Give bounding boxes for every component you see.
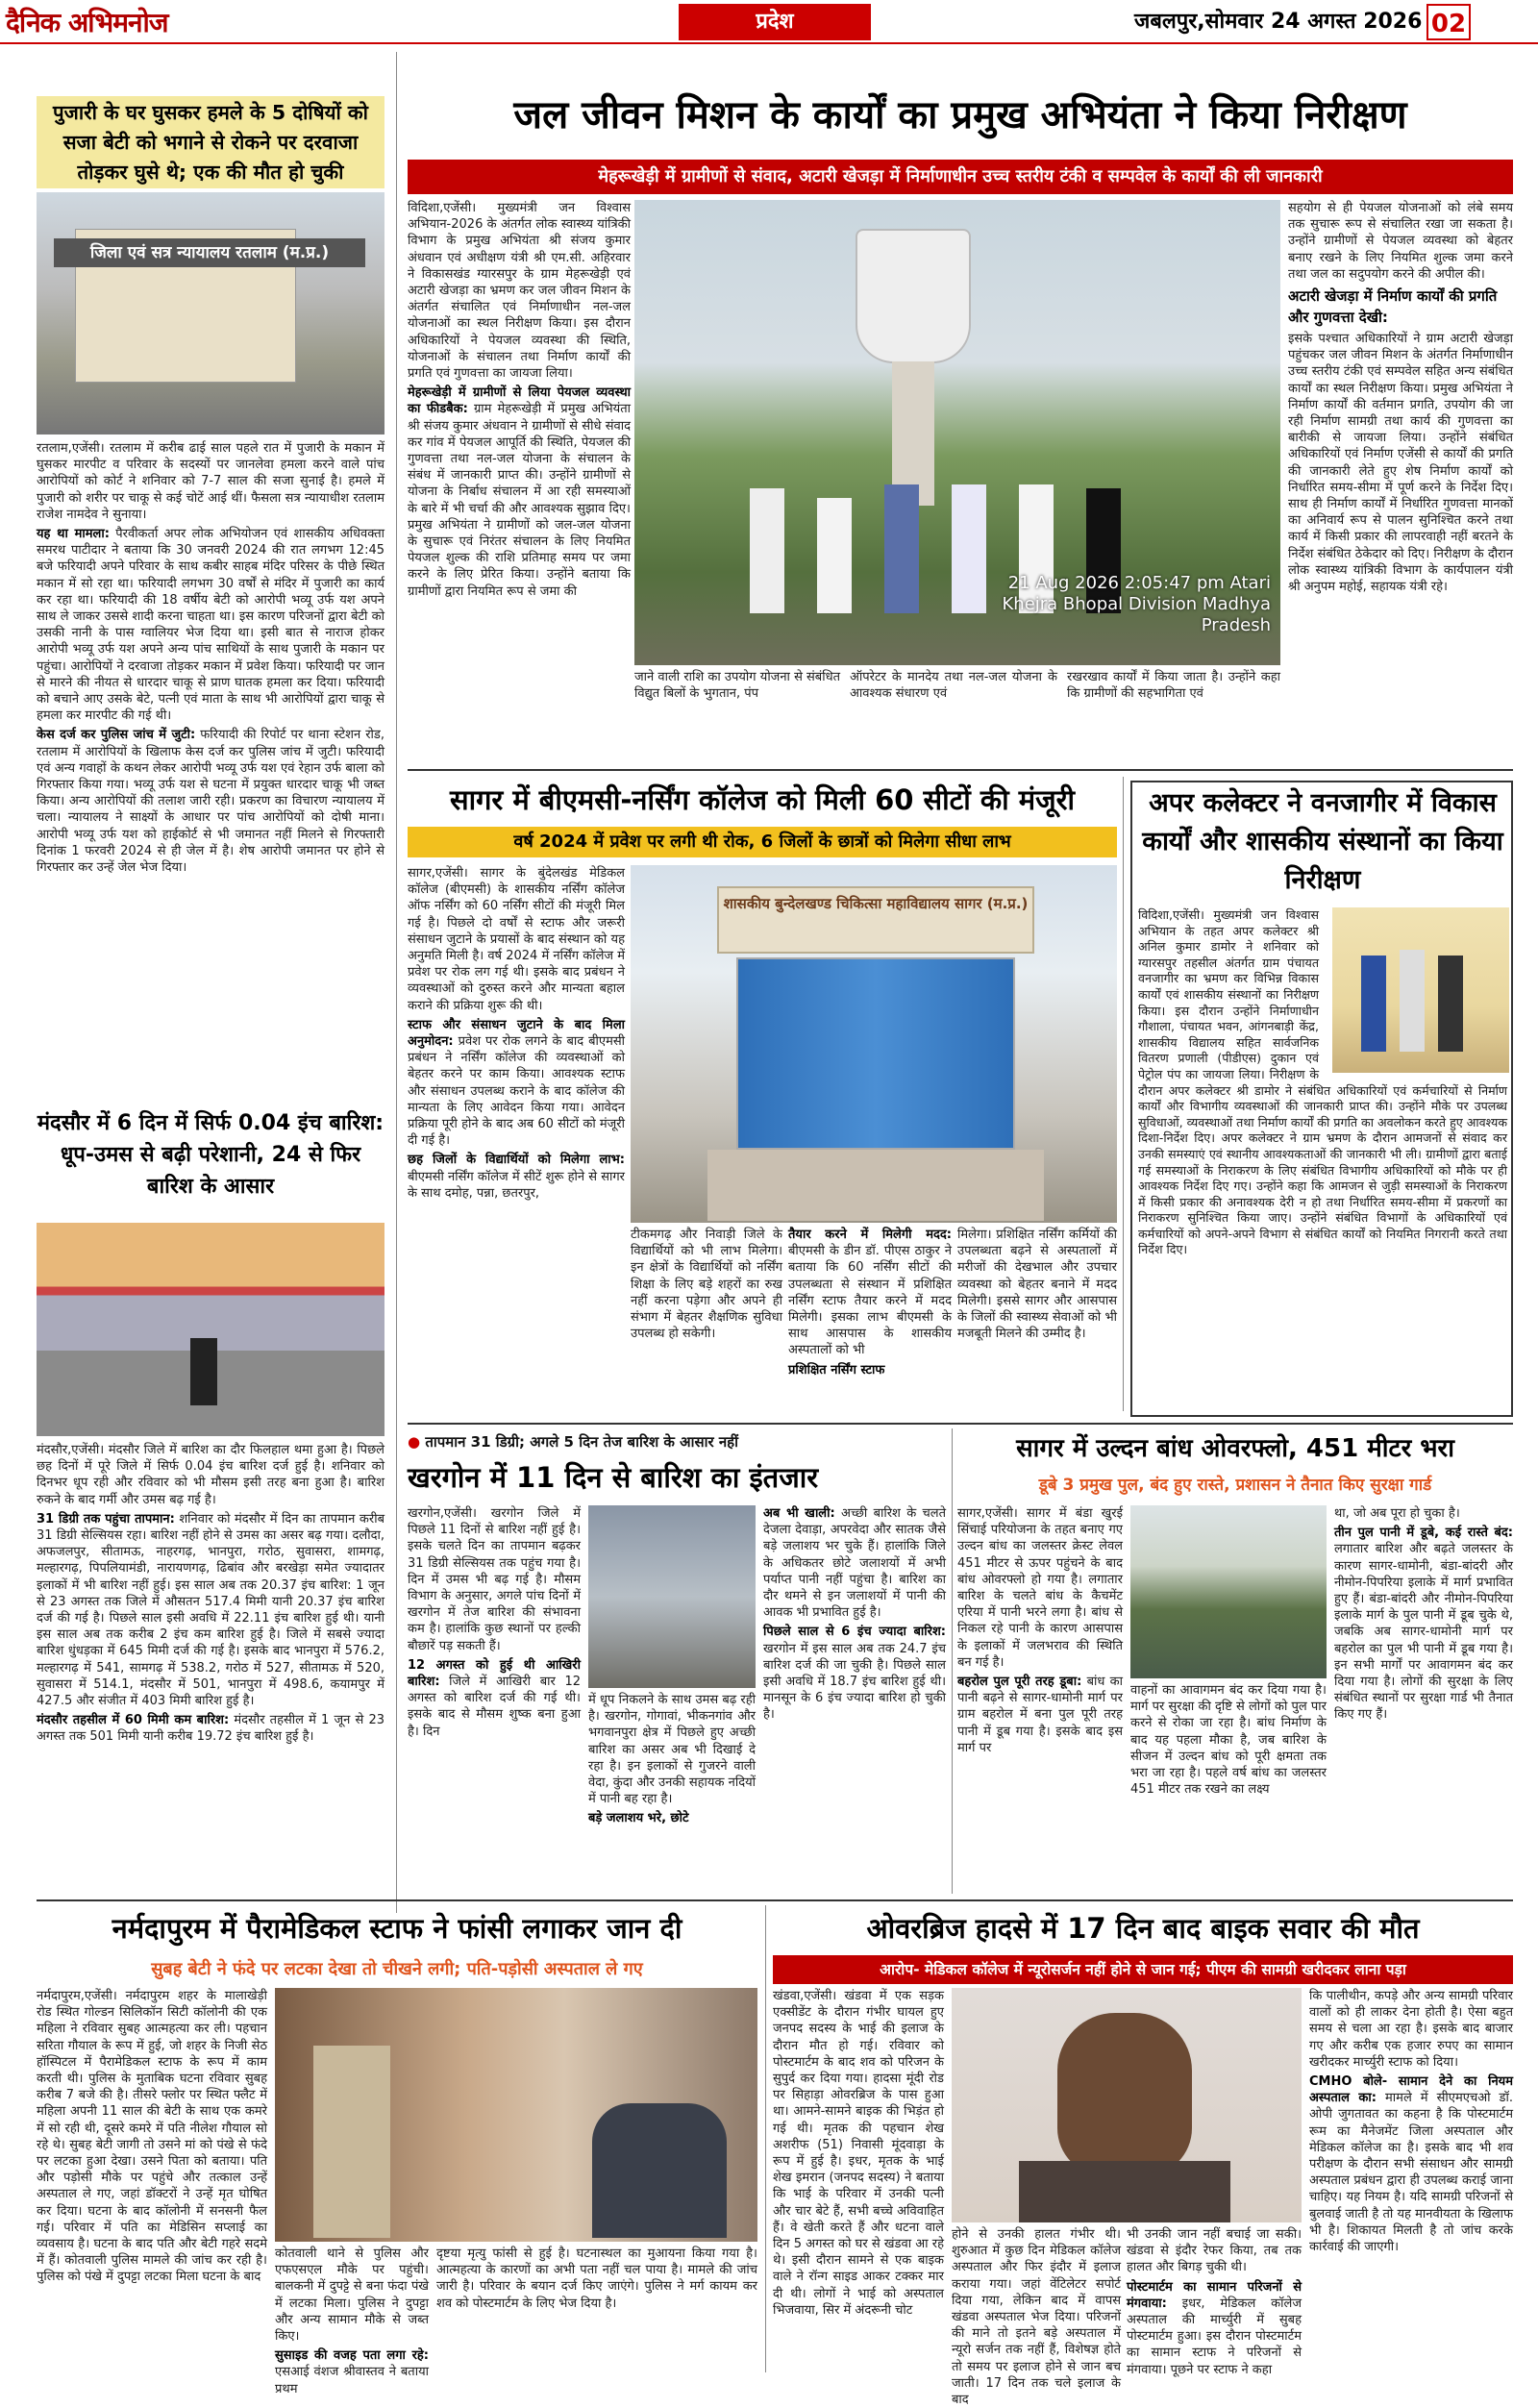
overbridge-col-3: [1127, 2226, 1302, 2377]
ulden-photo: [1130, 1505, 1327, 1678]
person-figure: [952, 484, 986, 613]
narmadapuram-subheadline: सुबह बेटी ने फंदे पर लटका देखा तो चीखने लगी; पति-पड़ोसी अस्पताल ले गए: [151, 1959, 643, 1979]
subhead: पोस्टमार्टम का सामान परिजनों से मंगवाया:: [1127, 2279, 1302, 2311]
paragraph: रतलाम,एजेंसी। रतलाम में करीब ढाई साल पहले रात में पुजारी के मकान में घुसकर मारपीट व परिवार के सदस्यों पर जानलेवा हमला करने वाले पांच आरोपियों को कोर्ट ने शनिवार को 7-7 साल की सजा सुनाई है। हमले में पुजारी को शरीर पर चाकू से कई चोटें आई थीं। फैसला सत्र न्यायाधीश रतलाम राजेश नामदेव ने सुनाया।: [37, 441, 384, 522]
person-figure: [884, 484, 919, 613]
lead-subheadline: मेहरूखेड़ी में ग्रामीणों से संवाद, अटारी खेजड़ा में निर्माणाधीन उच्च स्तरीय टंकी व सम्पवेल के कार्यों की ली जानकारी: [408, 160, 1513, 194]
section-divider: [408, 1423, 1513, 1425]
subhead: मेहरूखेड़ी में ग्रामीणों से लिया पेयजल व्यवस्था का फीडबैक:: [408, 385, 631, 417]
paragraph: विदिशा,एजेंसी। मुख्यमंत्री जन विश्वास अभियान-2026 के अंतर्गत लोक स्वास्थ्य यांत्रिकी विभाग के प्रमुख अभियंता श्री संजय कुमार अंधवान एवं अधीक्षण यंत्री श्री एम.सी. अहिरवार ने विकासखंड ग्यारसपुर के ग्राम मेहरूखेड़ी एवं अटारी खेजड़ा का भ्रमण कर जल जीवन मिशन के अंतर्गत संचालित एवं निर्माणाधीन नल-जल योजनाओं का स्थल निरीक्षण किया। इस दौरान अधिकारियों ने पेयजल व्यवस्था की स्थिति, योजनाओं के संचालन तथा निर्माण कार्यों की प्रगति एवं गुणवत्ता का जायजा लिया।: [408, 201, 631, 382]
subhead: बहरोल पुल पूरी तरह डूबा:: [957, 1675, 1082, 1690]
khargone-headline: खरगोन में 11 दिन से बारिश का इंतजार: [408, 1461, 819, 1494]
page-number: 02: [1426, 4, 1471, 40]
section-divider: [408, 769, 1513, 771]
section-label: प्रदेश: [679, 4, 871, 40]
paragraph: इधर, मेडिकल कॉलेज अस्पताल की मार्च्युरी में सुबह पोस्टमार्टम हुआ। इस दौरान पोस्टमार्टम का सामान स्टाफ ने परिजनों से मंगवाया। पूछने पर स्टाफ ने कहा: [1127, 2296, 1302, 2377]
police-officer-figure: [313, 2046, 390, 2238]
lead-photo: [634, 200, 1280, 665]
subhead: केस दर्ज कर पुलिस जांच में जुटी:: [37, 728, 196, 743]
building-entrance: [707, 1150, 1044, 1221]
column-rule: [396, 52, 397, 1913]
victim-portrait: [1057, 2013, 1192, 2176]
subhead: छह जिलों के विद्यार्थियों को मिलेगा लाभ:: [408, 1153, 625, 1168]
overbridge-photo: [952, 1988, 1302, 2222]
paragraph: एसआई वंशज श्रीवास्तव ने बताया प्रथम: [275, 2365, 429, 2396]
vanjagir-headline: अपर कलेक्टर ने वनजागीर में विकास कार्यों और शासकीय संस्थानों का किया निरीक्षण: [1142, 788, 1503, 895]
paragraph: मंदसौर तहसील में 1 जून से 23 अगस्त तक 501 मिमी यानी करीब 19.72 इंच बारिश हुई है।: [37, 1713, 384, 1745]
left-story-2-headline-box: [37, 1107, 384, 1221]
overbridge-col-2: होने से उनकी हालत गंभीर थी। शुरुआत में कुछ दिन मेडिकल कॉलेज अस्पताल और फिर इंदौर में इलाज कराया गया। जहां वेंटिलेटर सपोर्ट दिया गया, लेकिन बाद में वापस खंडवा अस्पताल भेज दिया। परिजनों की माने तो इतने बड़े अस्पताल में न्यूरो सर्जन तक नहीं हैं, विशेषज्ञ होते तो समय पर इलाज होने से जान बच जाती। 17 दिन तक चले इलाज के बाद: [952, 2227, 1121, 2408]
paragraph: बीएमसी नर्सिंग कॉलेज में सीटें शुरू होने से सागर के साथ दमोह, पन्ना, छतरपुर,: [408, 1169, 625, 1201]
overbridge-headline: ओवरब्रिज हादसे में 17 दिन बाद बाइक सवार की मौत: [866, 1912, 1420, 1945]
masthead: [0, 0, 1538, 44]
subhead: सुसाइड की वजह पता लगा रहे:: [275, 2348, 429, 2364]
lead-col-4-tail: रखरखाव कार्यों में किया जाता है। उन्होंने कहा कि ग्रामीणों की सहभागिता एवं: [1067, 670, 1280, 702]
ulden-subheadline: डूबे 3 प्रमुख पुल, बंद हुए रास्ते, प्रशासन ने तैनात किए सुरक्षा गार्ड: [1038, 1476, 1432, 1495]
glass-facade: [736, 957, 1015, 1150]
column-rule: [765, 1905, 766, 2372]
paragraph: अच्छी बारिश के चलते देजला देवाड़ा, अपरवेदा और सातक जैसे बड़े जलाशय भर चुके हैं। हालांकि जिले के अधिकतर छोटे जलाशयों में अभी पर्याप्त पानी नहीं पहुंचा है। बारिश का दौर थमने से इन जलाशयों में पानी की आवक भी प्रभावित हुई है।: [763, 1506, 947, 1621]
khargone-kicker: [408, 1430, 907, 1453]
subhead: पिछले साल से 6 इंच ज्यादा बारिश:: [763, 1625, 946, 1640]
paragraph: ग्राम मेहरूखेड़ी में प्रमुख अभियंता श्री संजय कुमार अंधवान ने ग्रामीणों से सीधे संवाद कर गांव में पेयजल आपूर्ति की स्थिति, पेयजल की गुणवत्ता तथा नल-जल योजना के संचालन के संबंध में जानकारी प्राप्त की। उन्होंने ग्रामीणों से योजना के निर्बाध संचालन में आ रही समस्याओं के बारे में भी चर्चा की और आवश्यक सुझाव दिए। प्रमुख अभियंता ने ग्रामीणों को जल-जल योजना के सुचारू एवं निरंतर संचालन के लिए नियमित पेयजल शुल्क की राशि प्रतिमाह समय पर जमा करने के लिए प्रेरित किया। उन्होंने बताया कि ग्रामीणों द्वारा नियमित रूप से जमा की: [408, 402, 631, 599]
ulden-headline: सागर में उल्दन बांध ओवरफ्लो, 451 मीटर भरा: [1016, 1434, 1454, 1463]
overbridge-subheadline: आरोप- मेडिकल कॉलेज में न्यूरोसर्जन नहीं होने से जान गई; पीएम की सामग्री खरीदकर लाना पड़ा: [773, 1955, 1513, 1984]
lead-col-2-tail: जाने वाली राशि का उपयोग योजना से संबंधित विद्युत बिलों के भुगतान, पंप: [634, 670, 840, 702]
narmadapuram-col-3: दृष्टया मृत्यु फांसी से हुई है। घटनास्थल का मुआयना किया गया है। आत्महत्या के कारणों का अभी पता नहीं चल पाया है। मामले की जांच जारी है। परिवार के बयान दर्ज किए जाएंगे। पुलिस ने मर्ग कायम कर शव को पोस्टमार्टम के लिए भेज दिया है।: [436, 2247, 757, 2311]
paragraph: मामले में सीएमएचओ डॉ. ओपी जुगतावत का कहना है कि पोस्टमार्टम रूम का मैनेजमेंट जिला अस्पताल और मेडिकल कॉलेज का है। इसके बाद भी शव परीक्षण के दौरान सभी संसाधन और सामग्री अस्पताल प्रबंधन द्वारा ही उपलब्ध कराई जाना चाहिए। यह नियम है। यदि सामग्री परिजनों से बुलवाई जाती है तो यह मानवीयता के खिलाफ भी है। शिकायत मिलती है तो जांच करके कार्रवाई की जाएगी।: [1309, 2091, 1514, 2255]
subhead: तैयार करने में मिलेगी मदद:: [788, 1228, 952, 1242]
lead-headline: जल जीवन मिशन के कार्यों का प्रमुख अभियंता ने किया निरीक्षण: [513, 93, 1407, 137]
left-story-2-body: [37, 1442, 384, 1894]
victim-shirt: [1019, 2161, 1230, 2222]
paragraph: में धूप निकलने के साथ उमस बढ़ रही है। खरगोन, गोगावां, भीकनगांव और भगवानपुरा क्षेत्र में पिछले हुए अच्छी बारिश का असर अब भी दिखाई दे रहा है। इन इलाकों से गुजरने वाली वेदा, कुंदा और उनकी सहायक नदियों में पानी बह रहा है।: [588, 1693, 756, 1807]
kicker-text: तापमान 31 डिग्री; अगले 5 दिन तेज बारिश के आसार नहीं: [425, 1433, 739, 1451]
paragraph: फरियादी की रिपोर्ट पर थाना स्टेशन रोड, रतलाम में आरोपियों के खिलाफ केस दर्ज कर पुलिस जांच में जुटी। फरियादी एवं अन्य गवाहों के कथन लेकर आरोपी भव्यू उर्फ यश एवं रेहान उर्फ बाला को गिरफ्तार किया गया। भव्यू उर्फ यश से घटना में प्रयुक्त धारदार चाकू भी जब्त किया। अन्य आरोपियों की तलाश जारी रही। प्रकरण का विचारण न्यायालय में चला। न्यायालय ने साक्ष्यों के आधार पर पांच आरोपियों को दोषी माना। आरोपी भव्यू उर्फ यश को हाईकोर्ट से भी जमानत नहीं मिलने से गिरफ्तारी दिनांक 1 फरवरी 2024 से ही जेल में है। शेष आरोपी जमानत पर होने से गिरफ्तार कर उन्हें जेल भेज दिया।: [37, 728, 384, 876]
sagar-col-3: [788, 1227, 952, 1419]
paragraph: सागर,एजेंसी। सागर के बुंदेलखंड मेडिकल कॉलेज (बीएमसी) के शासकीय नर्सिंग कॉलेज ऑफ नर्सिंग को 60 नर्सिंग सीटों की मंजूरी मिल गई है। पिछले दो वर्षों से स्टाफ और जरूरी संसाधन जुटाने के प्रयासों के बाद संस्थान को यह अनुमति मिली है। वर्ष 2024 में नर्सिंग कॉलेज में प्रवेश पर रोक लग गई थी। इसके बाद प्रबंधन ने व्यवस्थाओं को दुरुस्त करने और मान्यता बहाल कराने की प्रक्रिया शुरू की थी।: [408, 866, 625, 1013]
left-story-2-photo: [37, 1223, 384, 1436]
paragraph: बांध का पानी बढ़ने से सागर-धामोनी मार्ग पर ग्राम बहरोल में बना पुल पूरी तरह पानी में डूब गया है। इसके बाद इस मार्ग पर: [957, 1675, 1123, 1755]
ulden-col-3: [1334, 1505, 1513, 1890]
subhead: अब भी खाली:: [763, 1506, 835, 1521]
newspaper-logo: दैनिक अभिमनोज: [6, 7, 168, 38]
paragraph: प्रवेश पर रोक लगने के बाद बीएमसी प्रबंधन ने नर्सिंग कॉलेज की व्यवस्थाओं को बेहतर करने पर काम किया। आवश्यक स्टाफ और संसाधन उपलब्ध कराने के बाद कॉलेज की मान्यता के लिए आवेदन किया गया। आवेदन प्रक्रिया पूरी होने के बाद अब 60 सीटों को मंजूरी दी गई है।: [408, 1034, 625, 1149]
sagar-col-2: टीकमगढ़ और निवाड़ी जिले के विद्यार्थियों को भी लाभ मिलेगा। इन क्षेत्रों के विद्यार्थियों को नर्सिंग शिक्षा के लिए बड़े शहरों का रुख नहीं करना पड़ेगा और अपने ही संभाग में बेहतर शैक्षणिक सुविधा उपलब्ध हो सकेगी।: [631, 1228, 782, 1342]
sagar-col-1: [408, 865, 625, 1403]
column-rule: [1123, 777, 1124, 1411]
sagar-photo: [631, 865, 1117, 1223]
subhead: बड़े जलाशय भरे, छोटे: [588, 1811, 689, 1826]
ulden-col-2: वाहनों का आवागमन बंद कर दिया गया है। मार्ग पर सुरक्षा की दृष्टि से लोगों को पुल पार करने से रोका जा रहा है। बांध निर्माण के बाद यह पहला मौका है, जब बारिश के सीजन में उल्दन बांध को पूरी क्षमता तक भरा जा रहा है। पहले वर्ष बांध का जलस्तर 451 मीटर तक रखने का लक्ष्य: [1130, 1683, 1327, 1798]
subhead: 12 अगस्त को हुई थी आखिरी बारिश:: [408, 1657, 581, 1690]
ulden-col-1: [957, 1505, 1123, 1890]
bullet-icon: ●: [408, 1433, 426, 1451]
paragraph: इसके पश्चात अधिकारियों ने ग्राम अटारी खेजड़ा पहुंचकर जल जीवन मिशन के अंतर्गत निर्माणाधीन उच्च स्तरीय टंकी एवं सम्पवेल सहित अन्य संबंधित कार्यों का स्थल निरीक्षण किया। प्रमुख अभियंता ने निर्माण कार्यों की वर्तमान प्रगति, उपयोग की जा रही निर्माण सामग्री तथा कार्य की गुणवत्ता का बारीकी से जायजा लिया। उन्होंने संबंधित अधिकारियों एवं निर्माण एजेंसी से कार्यों की प्रगति की जानकारी लेते हुए शेष निर्माण कार्यों को निर्धारित समय-सीमा में पूर्ण करने के निर्देश दिए। साथ ही निर्माण कार्यों में निर्धारित गुणवत्ता मानकों का अनिवार्य रूप से पालन सुनिश्चित करने तथा कार्य में किसी प्रकार की लापरवाही नहीं बरतने के निर्देश संबंधित ठेकेदार को दिए। निरीक्षण के दौरान लोक स्वास्थ्य यांत्रिकी विभाग के कार्यपालन यंत्री श्री अनुपम महोई, सहायक यंत्री रहे।: [1288, 332, 1513, 595]
photo-float-spacer: [1319, 907, 1507, 1077]
lead-col-right: [1288, 200, 1513, 719]
court-signboard: जिला एवं सत्र न्यायालय रतलाम (म.प्र.): [54, 238, 365, 267]
narmadapuram-col-2: [275, 2246, 429, 2396]
left-story-1-headline-box: [37, 96, 384, 188]
subhead: CMHO बोले- सामान देने का नियम अस्पताल का:: [1309, 2074, 1513, 2106]
paragraph: सहयोग से ही पेयजल योजनाओं को लंबे समय तक सुचारू रूप से संचालित रखा जा सकता है। उन्होंने ग्रामीणों से पेयजल व्यवस्था को बेहतर बनाए रखने के लिए नियमित शुल्क जमा करने तथा जल का सदुपयोग करने की अपील की।: [1288, 201, 1513, 282]
sagar-subheadline: वर्ष 2024 में प्रवेश पर लगी थी रोक, 6 जिलों के छात्रों को मिलेगा सीधा लाभ: [408, 827, 1117, 857]
paragraph: बीएमसी के डीन डॉ. पीएस ठाकुर ने बताया कि 60 नर्सिंग सीटों की उपलब्धता से संस्थान में प्रशिक्षित नर्सिंग स्टाफ तैयार करने में मदद मिलेगी। इसका लाभ बीएमसी के साथ आसपास के शासकीय अस्पतालों को भी: [788, 1244, 952, 1358]
college-nameplate: शासकीय बुन्देलखण्ड चिकित्सा महाविद्यालय सागर (म.प्र.): [717, 886, 1034, 954]
narmadapuram-headline: नर्मदापुरम में पैरामेडिकल स्टाफ ने फांसी लगाकर जान दी: [112, 1912, 682, 1945]
paragraph: पैरवीकर्ता अपर लोक अभियोजन एवं शासकीय अधिवक्ता समरथ पाटीदार ने बताया कि 30 जनवरी 2024 की रात लगभग 12:45 बजे फरियादी अपने परिवार के साथ कबीर साहब मंदिर परिसर के पीछे स्थित मकान में सो रहा था। फरियादी लगभग 30 वर्षों से मंदिर में पुजारी का कार्य कर रहा था। फरियादी की 18 वर्षीय बेटी को आरोपी भव्यू उर्फ यश अपने साथ ले जाकर उससे शादी करना चाहता था। इस कारण परिजनों द्वारा बेटी को उसकी नानी के पास ग्वालियर भेज दिया था। इसी बात से नाराज होकर आरोपी भव्यू उर्फ यश अपने अन्य पांच साथियों के साथ पुजारी के मकान पर पहुंचा। आरोपियों ने दरवाजा तोड़कर मकान में प्रवेश किया। फरियादी पर जान से मारने की नीयत से धारदार चाकू से प्राण घातक हमला कर दिया। फरियादी को बचाने आए उसके बेटे, पत्नी एवं माता के साथ भी आरोपियों द्वारा चाकू से हमला कर मारपीट की गई थी।: [37, 527, 384, 724]
water-tank: [856, 229, 971, 363]
dateline: जबलपुर,सोमवार 24 अगस्त 2026: [1134, 10, 1423, 34]
subhead: स्टाफ और संसाधन जुटाने के बाद मिला अनुमोदन:: [408, 1017, 625, 1050]
paragraph: खरगोन में इस साल अब तक 24.7 इंच बारिश दर्ज की जा चुकी है। पिछले साल इसी अवधि में 18.7 इंच बारिश हुई थी। मानसून के 6 इंच ज्यादा बारिश हो चुकी है।: [763, 1641, 946, 1723]
lead-col-1: [408, 200, 631, 661]
photo-gps-stamp: 21 Aug 2026 2:05:47 pm Atari Khejra Bhopal Division Madhya Pradesh: [1002, 573, 1271, 635]
subhead: प्रशिक्षित नर्सिंग स्टाफ: [788, 1362, 885, 1378]
paragraph: विदिशा,एजेंसी। मुख्यमंत्री जन विश्वास अभियान के तहत अपर कलेक्टर श्री अनिल कुमार डामोर ने शनिवार को ग्यारसपुर तहसील अंतर्गत ग्राम पंचायत वनजागीर का भ्रमण कर विभिन्न विकास कार्यों एवं शासकीय संस्थानों का निरीक्षण किया। इस दौरान उन्होंने निर्माणाधीन गौशाला, पंचायत भवन, आंगनबाड़ी केंद्र, शासकीय विद्यालय सहित सार्वजनिक वितरण प्रणाली (पीडीएस) दुकान एवं पेट्रोल पंप का जायजा लिया। निरीक्षण के दौरान अपर कलेक्टर श्री डामोर ने संबंधित अधिकारियों एवं कर्मचारियों से निर्माण कार्यों और विभागीय व्यवस्थाओं की जानकारी प्राप्त की। उन्होंने मौके पर उपलब्ध सुविधाओं, व्यवस्थाओं तथा निर्माण कार्यों की प्रगति का अवलोकन करते हुए आवश्यक दिशा-निर्देश दिए। अपर कलेक्टर ने ग्राम भ्रमण के दौरान आमजनों से संवाद कर उनकी समस्याएं एवं स्थानीय आवश्यकताओं की जानकारी भी ली। ग्रामीणों द्वारा बताई गई समस्याओं के निराकरण के लिए संबंधित विभागीय अधिकारियों को मौके पर ही आवश्यक निर्देश दिए गए। उन्होंने कहा कि आमजन से जुड़ी समस्याओं के निराकरण में किसी प्रकार की अनावश्यक देरी न हो तथा निर्धारित समय-सीमा में प्रकरणों का निराकरण सुनिश्चित किया जाए। उन्होंने संबंधित विभागों के अधिकारियों एवं कर्मचारियों को अपने-अपने विभाग से संबंधित कार्यों को नियमित निगरानी करते तथा निर्देश दिए।: [1138, 907, 1507, 1257]
paragraph: लगातार बारिश और बढ़ते जलस्तर के कारण सागर-धामोनी, बंडा-बांदरी और नीमोन-पिपरिया इलाके में मार्ग प्रभावित हुए हैं। बंडा-बांदरी और नीमोन-पिपरिया इलाके मार्ग के पुल पानी में डूब चुके थे, जबकि अब सागर-धामोनी मार्ग पर बहरोल का पुल भी पानी में डूब गया है। इन सभी मार्गों पर आवागमन बंद कर दिया गया है। लोगों की सुरक्षा के लिए संबंधित स्थानों पर सुरक्षा गार्ड भी तैनात किए गए हैं।: [1334, 1542, 1513, 1723]
lead-col-3-tail: ऑपरेटर के मानदेय तथा नल-जल योजना के आवश्यक संधारण एवं: [850, 670, 1057, 702]
overbridge-col-4: [1309, 1988, 1513, 2372]
paragraph: मंदसौर,एजेंसी। मंदसौर जिले में बारिश का दौर फिलहाल थमा हुआ है। पिछले छह दिनों में पूरे जिले में सिर्फ 0.04 इंच बारिश दर्ज हुई है। शनिवार को दिनभर धूप रही और रविवार को भी मौसम इसी तरह बना हुआ है। बारिश रुकने के बाद गर्मी और उमस बढ़ गई है।: [37, 1443, 384, 1507]
vanjagir-body: [1138, 907, 1507, 1411]
paragraph: भी उनकी जान नहीं बचाई जा सकी। खंडवा से इंदौर रेफर किया, तब तक हालत और बिगड़ चुकी थी।: [1127, 2227, 1302, 2275]
column-rule: [952, 1428, 953, 1894]
paragraph: खरगोन,एजेंसी। खरगोन जिले में पिछले 11 दिनों से बारिश नहीं हुई है। इसके चलते दिन का तापमान बढ़कर 31 डिग्री सेल्सियस तक पहुंच गया है। दिन में उमस भी बढ़ गई है। मौसम विभाग के अनुसार, अगले पांच दिनों में खरगोन में तेज बारिश की संभावना कम है। हालांकि कुछ स्थानों पर हल्की बौछारें पड़ सकती हैं।: [408, 1506, 581, 1653]
paragraph: कोतवाली थाने से पुलिस और एफएसएल मौके पर पहुंची। बालकनी में दुपट्टे से बना फंदा पंखे में लटका मिला। पुलिस ने दुपट्टा और अन्य सामान मौके से जब्त किए।: [275, 2247, 429, 2345]
person-figure: [750, 488, 784, 613]
narmadapuram-col-1: नर्मदापुरम,एजेंसी। नर्मदापुरम शहर के मालाखेड़ी रोड स्थित गोल्डन सिलिकॉन सिटी कॉलोनी की एक महिला ने रविवार सुबह आत्महत्या कर ली। पहचान सरिता गौयाल के रूप में हुई, जो शहर के निजी सेठ हॉस्पिटल में पैरामेडिकल स्टाफ के रूप में काम करती थी। पुलिस के मुताबिक घटना रविवार सुबह करीब 7 बजे की है। तीसरे फ्लोर पर स्थित फ्लैट में महिला अपनी 11 साल की बेटी के साथ एक कमरे में सो रही थी, दूसरे कमरे में पति नीलेश गौयाल सो रहे थे। सुबह बेटी जागी तो उसने मां को पंखे से फंदे पर लटका हुआ देखा। उसने पिता को बताया। पति और पड़ोसी मौके पर पहुंचे और तत्काल उन्हें अस्पताल ले गए, जहां डॉक्टरों ने उन्हें मृत घोषित कर दिया। घटना के बाद कॉलोनी में सनसनी फैल गई। परिवार में पति का मेडिसिन सप्लाई का व्यवसाय है। घटना के बाद पति और बेटी गहरे सदमे में हैं। कोतवाली पुलिस मामले की जांच कर रही है। पुलिस को पंखे में दुपट्टा लटका मिला घटना के बाद: [37, 1989, 267, 2285]
paragraph: सागर,एजेंसी। सागर में बंडा खुरई सिंचाई परियोजना के तहत बनाए गए उल्दन बांध का जलस्तर क्रेस्ट लेवल 451 मीटर से ऊपर पहुंचने के बाद बांध ओवरफ्लो हो गया है। लगातार बारिश के चलते बांध के कैचमेंट एरिया में पानी भरने लगा है। बांध से निकल रहे पानी के कारण आसपास के इलाकों में जलभराव की स्थिति बन गई है।: [957, 1506, 1123, 1670]
subhead: 31 डिग्री तक पहुंचा तापमान:: [37, 1511, 175, 1527]
left-story-1-photo: [37, 192, 384, 434]
subhead: मंदसौर तहसील में 60 मिमी कम बारिश:: [37, 1713, 230, 1728]
person-figure: [817, 498, 852, 613]
paragraph: जिले में आखिरी बार 12 अगस्त को बारिश दर्ज की गई थी। इसके बाद से मौसम शुष्क बना हुआ है। दिन: [408, 1675, 581, 1739]
subhead: यह था मामला:: [37, 527, 110, 542]
paragraph: कि पालीथीन, कपड़े और अन्य सामग्री परिवार वालों को ही लाकर देना होती है। ऐसा बहुत समय से चला आ रहा है। इसके बाद बाजार गए और करीब एक हजार रुपए का सामान खरीदकर मार्च्युरी स्टाफ को दिया।: [1309, 1989, 1513, 2070]
sagar-headline: सागर में बीएमसी-नर्सिंग कॉलेज को मिली 60 सीटों की मंजूरी: [449, 783, 1076, 816]
overbridge-col-1: खंडवा,एजेंसी। खंडवा में एक सड़क एक्सीडेंट के दौरान गंभीर घायल हुए जनपद सदस्य के भाई की इलाज के दौरान मौत हो गई। रविवार को पोस्टमार्टम के बाद शव को परिजन के सुपुर्द कर दिया गया। हादसा मूंदी रोड पर सिहाड़ा ओवरब्रिज के पास हुआ था। आमने-सामने बाइक की भिड़ंत हो गई थी। मृतक की पहचान शेख अशरीफ (51) निवासी मूंदवाड़ा के रूप में हुई है। इधर, मृतक के भाई शेख इमरान (जनपद सदस्य) ने बताया कि भाई के परिवार में उनकी पत्नी और चार बेटे हैं, सभी बच्चे अविवाहित हैं। वे खेती करते हैं और धटना वाले दिन 5 अगस्त को घर से खंडवा आ रहे थे। इसी दौरान सामने से एक बाइक वाले ने रॉन्ग साइड आकर टक्कर मार दी थी। लोगों ने भाई को अस्पताल भिजवाया, सिर में अंदरूनी चोट: [773, 1989, 944, 2318]
left-story-1-headline: पुजारी के घर घुसकर हमले के 5 दोषियों को सजा बेटी को भगाने से रोकने पर दरवाजा तोड़कर घुसे थे; एक की मौत हो चुकी: [53, 101, 368, 184]
paragraph: शनिवार को मंदसौर में दिन का तापमान करीब 31 डिग्री सेल्सियस रहा। बारिश नहीं होने से उमस का असर बढ़ गया। दलौदा, अफजलपुर, सीतामऊ, नाहरगढ़, भानपुरा, गरोठ, सुवासरा, शामगढ़, मल्हारगढ़, पिपलियामंडी, नारायणगढ़, ढिबांव और बरखेड़ा समेत ज्यादातर इलाकों में भी बारिश नहीं हुई। इस साल अब तक 20.37 इंच बारिश: 1 जून से 23 अगस्त तक जिले में औसतन 517.4 मिमी यानी 20.37 इंच बारिश दर्ज की गई है। पिछले साल इसी अवधि में 22.11 इंच बारिश हुई थी। यानी इस साल अब तक करीब 2 इंच कम बारिश हुई है। जिले में सबसे ज्यादा बारिश धुंधड़का में 645 मिमी दर्ज की गई है। इसके बाद भानपुरा में 576.2, मल्हारगढ़ में 541, सामगढ़ में 538.2, गरोठ में 527, सीतामऊ में 520, सुवासरा में 514.1, मंदसौर में 501, भानपुरा में 498.6, कयामपुर में 427.5 और संजीत में 403 मिमी बारिश हुई है।: [37, 1511, 384, 1709]
khargone-col-3: [763, 1505, 946, 1890]
narmadapuram-photo: [275, 1988, 757, 2242]
khargone-photo: [588, 1505, 756, 1688]
subhead: अटारी खेजड़ा में निर्माण कार्यों की प्रगति और गुणवत्ता देखी:: [1288, 287, 1498, 327]
left-story-2-headline: मंदसौर में 6 दिन में सिर्फ 0.04 इंच बारिश: धूप-उमस से बढ़ी परेशानी, 24 से फिर बारिश के आसार: [37, 1111, 384, 1199]
subhead: तीन पुल पानी में डूबे, कई रास्ते बंद:: [1334, 1526, 1513, 1541]
paragraph: था, जो अब पूरा हो चुका है।: [1334, 1506, 1460, 1521]
section-divider: [37, 1899, 1513, 1901]
khargone-col-2: [588, 1692, 756, 1888]
person-figure: [592, 2103, 727, 2238]
pedestrian-figure: [190, 1338, 217, 1405]
khargone-col-1: [408, 1505, 581, 1890]
sagar-col-4: मिलेगा। प्रशिक्षित नर्सिंग कर्मियों की उपलब्धता बढ़ने से अस्पतालों में मरीजों की देखभाल और उपचार व्यवस्था को बेहतर बनाने में मदद मिलेगी। इससे सागर और आसपास के जिलों की स्वास्थ्य सेवाओं को भी मजबूती मिलने की उम्मीद है।: [957, 1228, 1117, 1342]
